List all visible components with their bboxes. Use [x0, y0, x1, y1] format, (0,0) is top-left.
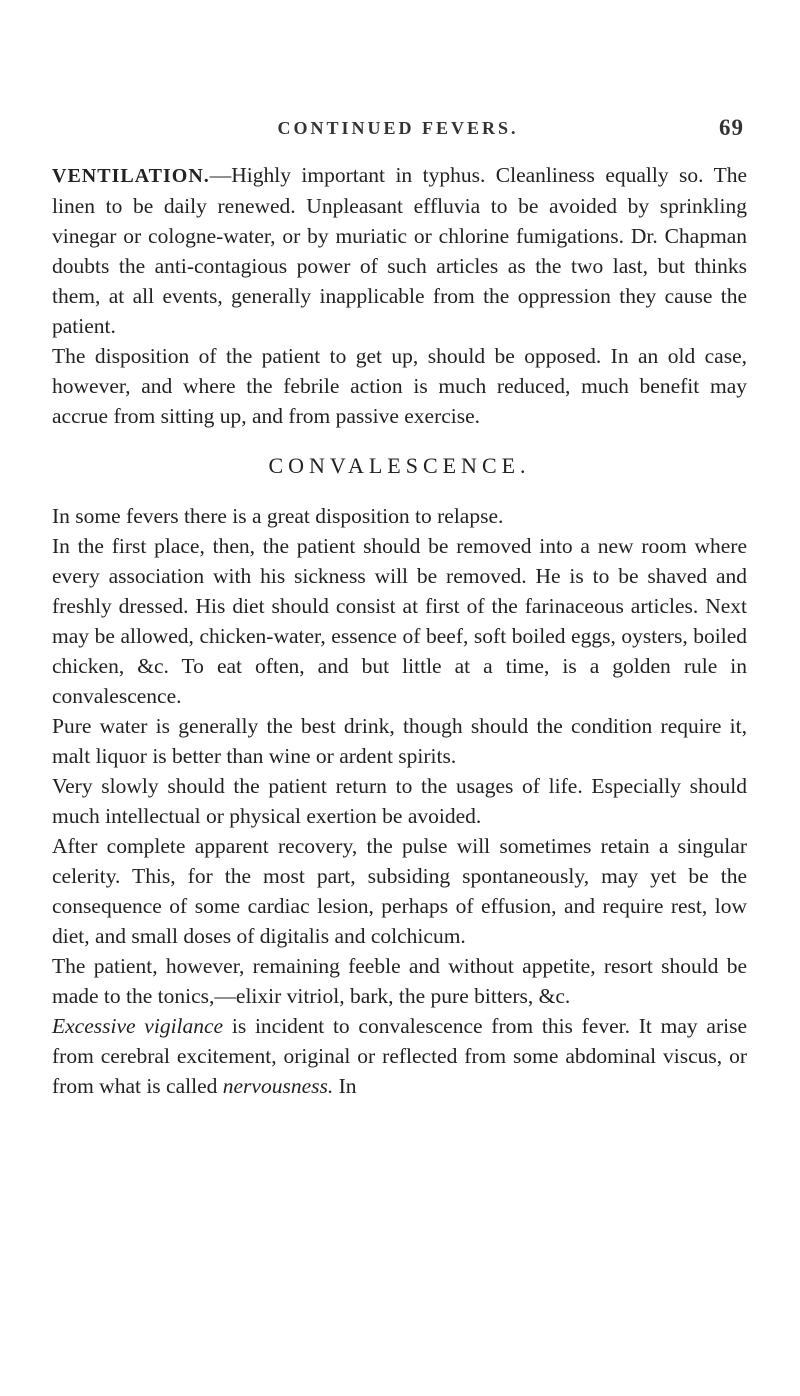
page-number: 69: [719, 115, 744, 140]
paragraph-slowly: Very slowly should the patient return to the usages of life. Especially should much intellectual or physical exertion be avoided.: [52, 774, 747, 828]
section-heading-convalescence: CONVALESCENCE.: [268, 453, 531, 478]
paragraph-vigilance: [52, 1011, 747, 1101]
ventilation-text: —Highly important in typhus. Cleanliness equally so. The linen to be daily renewed. Unpleasant effluvia to be avoided by sprinkling vinegar or cologne-water, or by muriatic or chlorine fumigations. Dr. Chapman doubts the anti-contagious power of such articles as the two last, but thinks them, at all events, generally inapplicable from the oppression they cause the patient.: [52, 163, 747, 338]
body-text: [52, 160, 747, 1101]
paragraph-first-place: In the first place, then, the patient should be removed into a new room where every association with his sickness will be removed. He is to be shaved and freshly dressed. His diet should consist at first of the farinaceous articles. Next may be allowed, chicken-water, essence of beef, soft boiled eggs, oysters, boiled chicken, &c. To eat often, and but little at a time, is a golden rule in convalescence.: [52, 534, 747, 708]
paragraph-disposition: The disposition of the patient to get up, should be opposed. In an old case, however, and where the febrile action is much reduced, much benefit may accrue from sitting up, and from passive exercise.: [52, 344, 747, 428]
vigilance-text-2: In: [333, 1074, 357, 1098]
ventilation-lead: VENTILATION.: [52, 165, 210, 187]
paragraph-tonics: The patient, however, remaining feeble and without appetite, resort should be made to the tonics,—elixir vitriol, bark, the pure bitters, &c.: [52, 954, 747, 1008]
running-head: [52, 115, 744, 144]
paragraph-ventilation: [52, 160, 747, 341]
vigilance-italic-term: nervousness.: [222, 1074, 334, 1098]
vigilance-italic-lead: Excessive vigilance: [52, 1014, 224, 1038]
vigilance-text-1: is incident to convalescence from this fever. It may arise from cerebral excitement, original or reflected from some abdominal viscus, or from what is called: [52, 1014, 747, 1098]
running-title: CONTINUED FEVERS.: [277, 118, 519, 138]
paragraph-pure-water: Pure water is generally the best drink, though should the condition require it, malt liquor is better than wine or ardent spirits.: [52, 714, 747, 768]
paragraph-relapse: In some fevers there is a great disposition to relapse.: [52, 504, 504, 528]
paragraph-recovery: After complete apparent recovery, the pulse will sometimes retain a singular celerity. This, for the most part, subsiding spontaneously, may yet be the consequence of some cardiac lesion, perhaps of effusion, and require rest, low diet, and small doses of digitalis and colchicum.: [52, 834, 747, 948]
